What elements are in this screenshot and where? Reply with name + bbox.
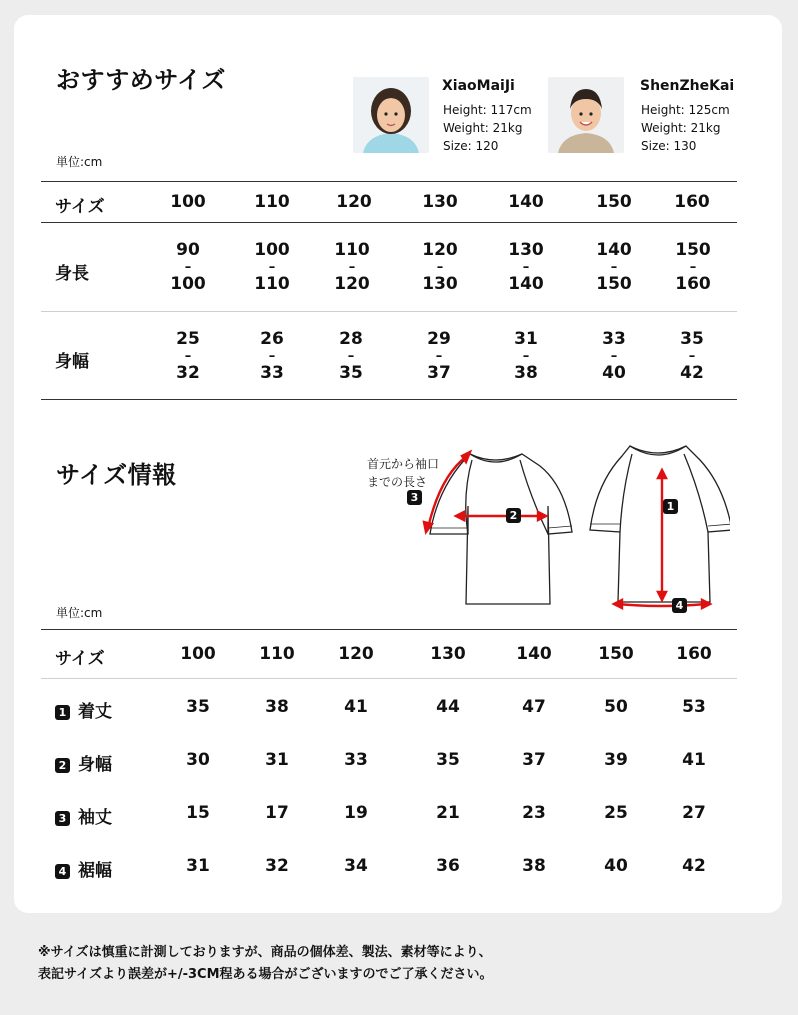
- sizeinfo-title: サイズ情報: [56, 461, 177, 489]
- value-cell: 23: [522, 803, 546, 823]
- value-cell: 15: [186, 803, 210, 823]
- size-header: 130: [430, 644, 466, 664]
- model-weight: Weight: 21kg: [641, 121, 721, 135]
- row-label-chest: 2 身幅: [55, 750, 112, 775]
- range-cell: 130 – 140: [508, 240, 544, 294]
- footnote-line: 表記サイズより誤差が+/-3CM程ある場合がございますのでご了承ください。: [38, 967, 493, 982]
- badge-icon-3: 3: [55, 811, 70, 826]
- row-label-sleeve: 3 袖丈: [55, 803, 112, 828]
- range-cell: 110 – 120: [334, 240, 370, 294]
- value-cell: 27: [682, 803, 706, 823]
- value-cell: 44: [436, 697, 460, 717]
- model-stats: [641, 101, 730, 155]
- size-header: 140: [516, 644, 552, 664]
- value-cell: 31: [186, 856, 210, 876]
- shirt-back-outline: [430, 454, 572, 604]
- range-cell: 140 – 150: [596, 240, 632, 294]
- badge-icon-3: 3: [407, 490, 422, 505]
- sleeve-caption: 首元から袖口 までの長さ: [367, 457, 440, 489]
- model-height: Height: 117cm: [443, 103, 532, 117]
- value-cell: 30: [186, 750, 210, 770]
- badge-icon-1: 1: [55, 705, 70, 720]
- shirt-front-outline: [590, 446, 730, 602]
- table-divider: [41, 222, 737, 223]
- table-divider: [41, 678, 737, 679]
- tshirt-diagram: [400, 436, 730, 620]
- range-cell: 90 – 100: [170, 240, 206, 294]
- value-cell: 37: [522, 750, 546, 770]
- range-cell: 120 – 130: [422, 240, 458, 294]
- model-height: Height: 125cm: [641, 103, 730, 117]
- badge-icon-2: 2: [506, 508, 521, 523]
- value-cell: 42: [682, 856, 706, 876]
- model-photo-xiaomaiji: [353, 77, 429, 153]
- model-photo-shenzhekai: [548, 77, 624, 153]
- model-name: ShenZheKai: [640, 78, 735, 94]
- unit-label: 単位:cm: [56, 155, 103, 169]
- range-cell: 25 – 32: [176, 329, 200, 383]
- model-size: Size: 130: [641, 139, 697, 153]
- value-cell: 38: [522, 856, 546, 876]
- value-cell: 31: [265, 750, 289, 770]
- model-weight: Weight: 21kg: [443, 121, 523, 135]
- size-header: 100: [170, 192, 206, 212]
- hem-arrow: [618, 604, 706, 606]
- recommend-title: おすすめサイズ: [56, 66, 226, 94]
- value-cell: 50: [604, 697, 628, 717]
- size-header: 160: [674, 192, 710, 212]
- value-cell: 47: [522, 697, 546, 717]
- range-cell: 33 – 40: [602, 329, 626, 383]
- value-cell: 36: [436, 856, 460, 876]
- size-header: 150: [596, 192, 632, 212]
- value-cell: 35: [186, 697, 210, 717]
- range-cell: 29 – 37: [427, 329, 451, 383]
- value-cell: 32: [265, 856, 289, 876]
- row-label-height: 身長: [55, 264, 89, 284]
- size-header: 110: [254, 192, 290, 212]
- range-cell: 150 – 160: [675, 240, 711, 294]
- size-header-label: サイズ: [55, 197, 105, 217]
- range-cell: 35 – 42: [680, 329, 704, 383]
- value-cell: 39: [604, 750, 628, 770]
- row-label-length: 1 着丈: [55, 697, 112, 722]
- model-name: XiaoMaiJi: [442, 78, 515, 94]
- value-cell: 38: [265, 697, 289, 717]
- unit-label: 単位:cm: [56, 606, 103, 620]
- range-cell: 28 – 35: [339, 329, 363, 383]
- value-cell: 17: [265, 803, 289, 823]
- table-divider: [41, 399, 737, 400]
- value-cell: 21: [436, 803, 460, 823]
- footnote: [38, 942, 493, 986]
- footnote-line: ※サイズは慎重に計測しておりますが、商品の個体差、製法、素材等により、: [38, 945, 492, 960]
- value-cell: 34: [344, 856, 368, 876]
- badge-icon-4: 4: [55, 864, 70, 879]
- badge-icon-4: 4: [672, 598, 687, 613]
- row-label-chest: 身幅: [55, 352, 89, 372]
- model-stats: [443, 101, 532, 155]
- table-divider: [41, 181, 737, 182]
- value-cell: 41: [344, 697, 368, 717]
- size-header-label: サイズ: [55, 649, 105, 669]
- badge-icon-1: 1: [663, 499, 678, 514]
- size-header: 150: [598, 644, 634, 664]
- value-cell: 35: [436, 750, 460, 770]
- range-cell: 100 – 110: [254, 240, 290, 294]
- size-header: 110: [259, 644, 295, 664]
- value-cell: 53: [682, 697, 706, 717]
- table-divider: [41, 311, 737, 312]
- range-cell: 31 – 38: [514, 329, 538, 383]
- size-header: 120: [336, 192, 372, 212]
- size-header: 140: [508, 192, 544, 212]
- model-size: Size: 120: [443, 139, 499, 153]
- badge-icon-2: 2: [55, 758, 70, 773]
- value-cell: 25: [604, 803, 628, 823]
- size-header: 160: [676, 644, 712, 664]
- size-header: 130: [422, 192, 458, 212]
- row-label-hem: 4 裾幅: [55, 856, 112, 881]
- value-cell: 33: [344, 750, 368, 770]
- range-cell: 26 – 33: [260, 329, 284, 383]
- size-header: 120: [338, 644, 374, 664]
- value-cell: 19: [344, 803, 368, 823]
- value-cell: 40: [604, 856, 628, 876]
- table-divider: [41, 629, 737, 630]
- size-header: 100: [180, 644, 216, 664]
- value-cell: 41: [682, 750, 706, 770]
